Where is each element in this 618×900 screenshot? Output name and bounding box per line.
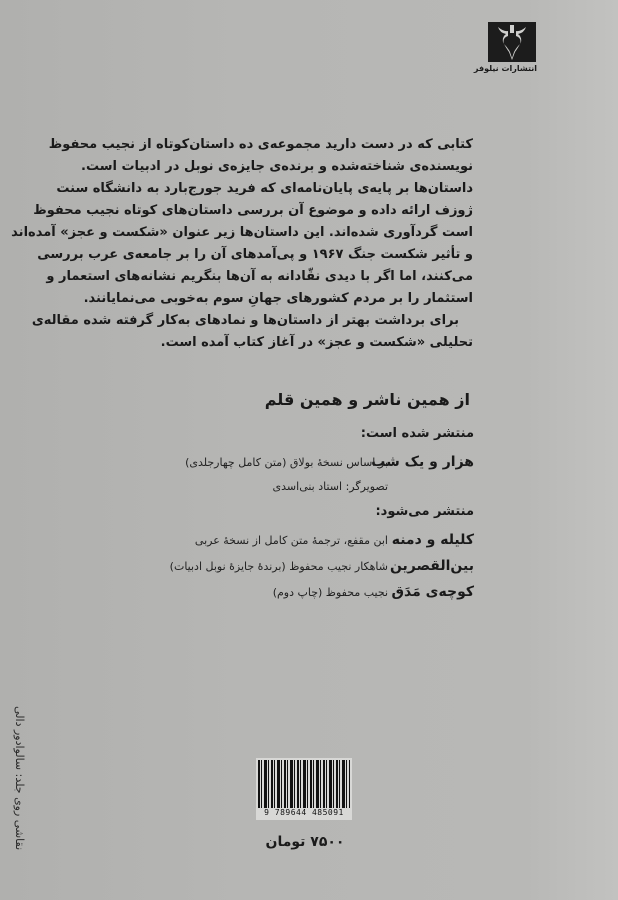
- blurb-line: است گردآوری شده‌اند. این داستان‌ها زیر عنوان «شکست و عجز» آمده‌اند: [11, 225, 473, 240]
- blurb-line: و تأثیر شکست جنگ ۱۹۶۷ و پی‌آمدهای آن را بر جامعه‌ی عرب بررسی: [37, 247, 473, 262]
- book-title: کلیله و دمنه: [391, 532, 474, 548]
- blurb-line: داستان‌ها بر پایه‌ی پایان‌نامه‌ای که فرید جورج‌بارد به دانشگاه سنت: [56, 181, 473, 196]
- book-title: هزار و یک شب: [371, 454, 474, 470]
- blurb-line: نویسنده‌ی شناخته‌شده و برنده‌ی جایزه‌ی نوبل در ادبیات است.: [81, 159, 473, 174]
- publisher-logo: [473, 22, 537, 78]
- isbn-barcode: [256, 758, 352, 820]
- book-illustrator: تصویرگر: استاد بنی‌اسدی: [272, 480, 388, 493]
- book-title: کوچه‌ی مَدَق: [391, 584, 474, 600]
- book-entry: [273, 584, 474, 600]
- book-entry: [170, 558, 474, 574]
- forthcoming-heading: منتشر می‌شود:: [375, 504, 474, 519]
- blurb-line: استثمار را بر مردم کشورهای جهانِ سوم به‌خوبی می‌نمایانند.: [83, 291, 473, 306]
- book-entry: [185, 454, 474, 470]
- publisher-name: انتشارات نیلوفر: [473, 64, 537, 73]
- book-entry: [195, 532, 474, 548]
- price-label: ۷۵۰۰ تومان: [265, 834, 345, 850]
- isbn-digits: 9 789644 485091: [264, 808, 344, 817]
- blurb-line: می‌کنند، اما اگر با دیدی نقّادانه به آن‌ها بنگریم نشانه‌های استعمار و: [46, 269, 473, 284]
- cover-art-credit: نقاشی روی جلد: سالوادور دالی: [13, 705, 26, 850]
- isbn-barcode-icon: [258, 760, 350, 808]
- related-books-title: از همین ناشر و همین قلم: [264, 390, 470, 409]
- blurb-line: ژوزف ارائه داده و موضوع آن بررسی داستان‌های کوتاه نجیب محفوظ: [33, 203, 473, 218]
- book-description: ابن مقفع، ترجمهٔ متن کامل از نسخهٔ عربی: [194, 534, 388, 547]
- blurb-line: کتابی که در دست دارید مجموعه‌ی ده داستان‌کوتاه از نجیب محفوظ: [48, 137, 473, 152]
- book-description: نجیب محفوظ (چاپ دوم): [272, 586, 388, 599]
- blurb-paragraph: [11, 134, 473, 354]
- publisher-emblem-icon: [488, 22, 536, 62]
- book-description: بر اساس نسخهٔ بولاق (متن کامل چهارجلدی): [185, 456, 388, 469]
- published-heading: منتشر شده است:: [360, 426, 474, 441]
- book-title: بین‌القصرین: [389, 558, 474, 574]
- book-description: شاهکار نجیب محفوظ (برندهٔ جایزهٔ نوبل ادبیات): [169, 560, 388, 573]
- blurb-line: تحلیلی «شکست و عجز» در آغاز کتاب آمده است.: [160, 335, 473, 350]
- blurb-line: برای برداشت بهتر از داستان‌ها و نمادهای به‌کار گرفته شده مقاله‌ی: [31, 313, 459, 328]
